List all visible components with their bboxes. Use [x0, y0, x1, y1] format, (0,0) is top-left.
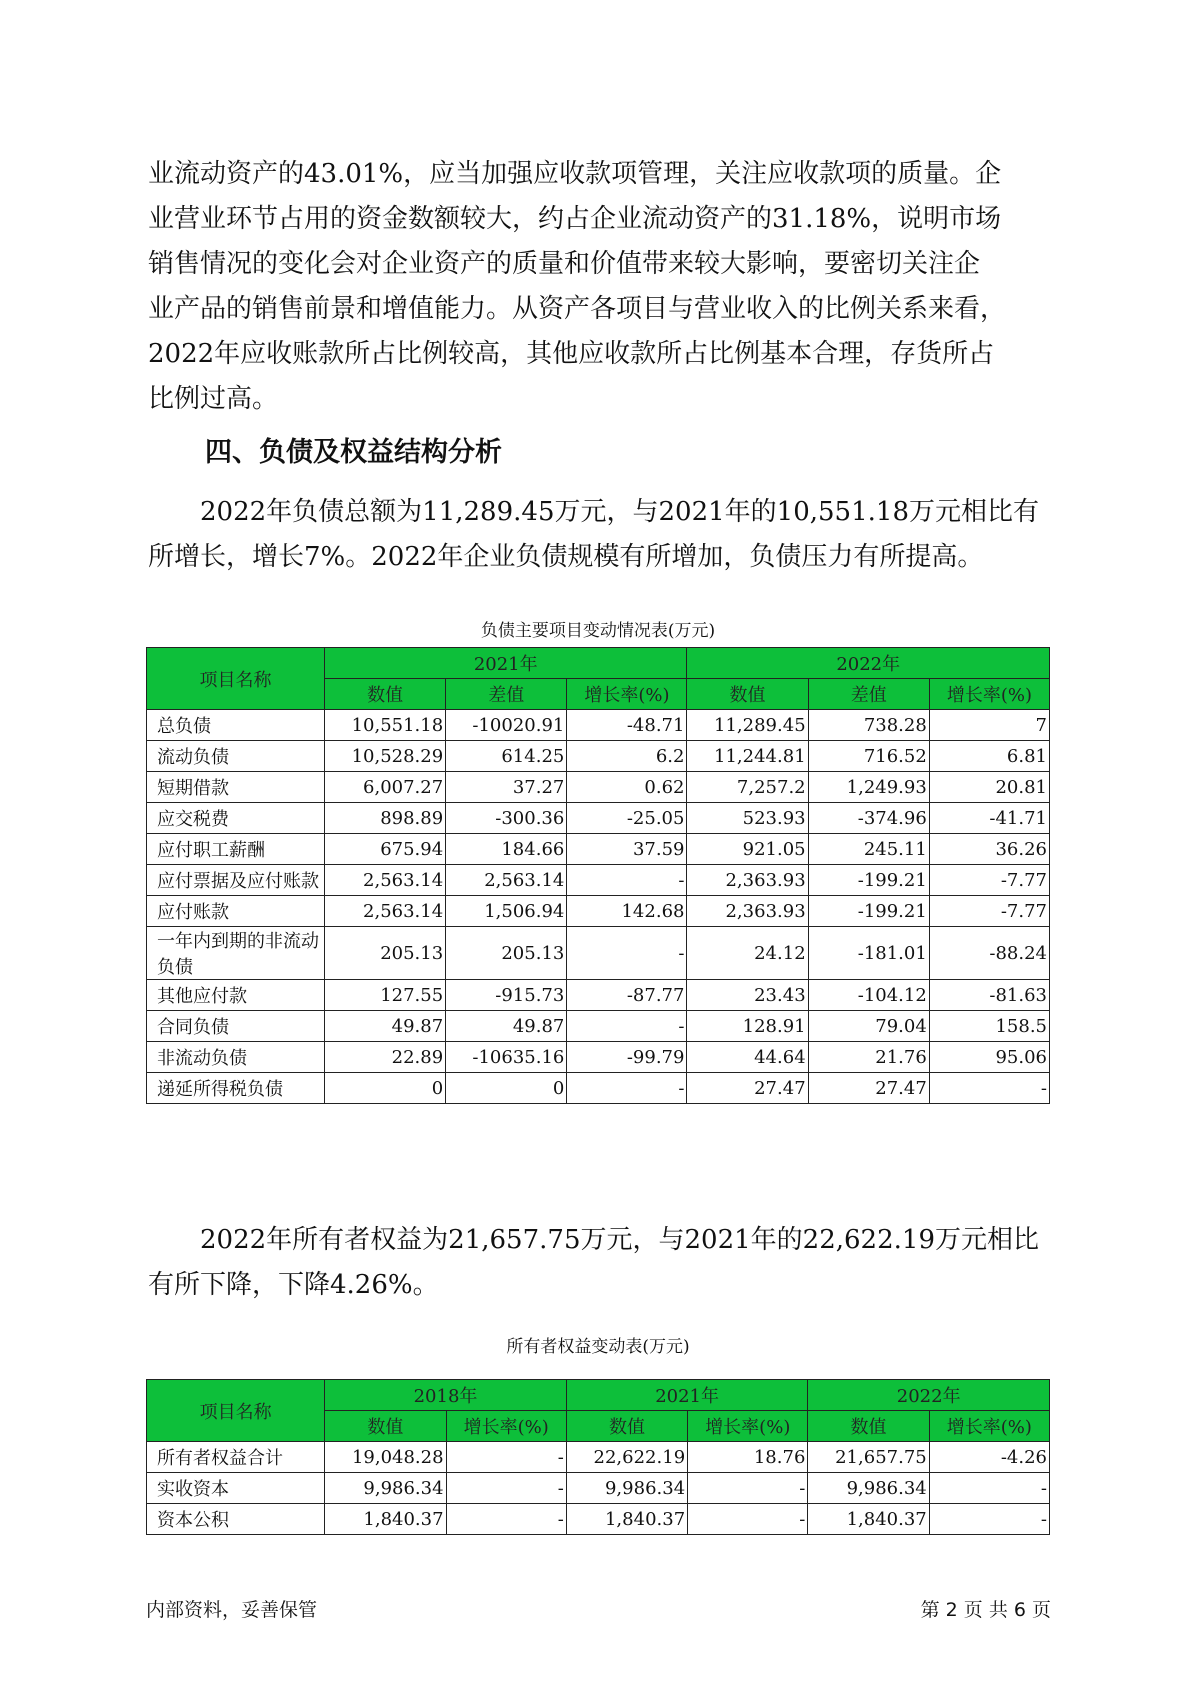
- table-row: [147, 772, 1050, 803]
- table-cell: 2,363.93: [687, 896, 808, 927]
- table-row: [147, 1042, 1050, 1073]
- table-cell: 49.87: [446, 1011, 567, 1042]
- text-line: 2022年所有者权益为21,657.75万元，与2021年的22,622.19万元相比: [200, 1225, 1039, 1255]
- table-caption-liabilities: 负债主要项目变动情况表(万元): [480, 621, 716, 641]
- table-cell: -4.26: [929, 1442, 1049, 1473]
- table-cell: 37.27: [446, 772, 567, 803]
- table-cell: -199.21: [808, 865, 929, 896]
- table-cell: 0.62: [567, 772, 687, 803]
- table-cell: -199.21: [808, 896, 929, 927]
- equity-table-body: [147, 1442, 1050, 1535]
- table-cell: 9,986.34: [808, 1473, 929, 1504]
- paragraph-equity: [148, 1218, 1046, 1308]
- table-cell: 44.64: [687, 1042, 808, 1073]
- table-cell: 898.89: [325, 803, 446, 834]
- table-caption-equity: 所有者权益变动表(万元): [506, 1337, 690, 1357]
- table-cell: -104.12: [808, 980, 929, 1011]
- row-label: 实收资本: [147, 1473, 325, 1504]
- column-header: 增长率(%): [446, 1411, 566, 1442]
- table-cell: 36.26: [929, 834, 1049, 865]
- table-cell: 24.12: [687, 927, 808, 980]
- table-cell: -41.71: [929, 803, 1049, 834]
- column-header: 差值: [446, 679, 567, 710]
- table-row: [147, 1504, 1050, 1535]
- row-label: 一年内到期的非流动负债: [147, 927, 325, 980]
- table-cell: 128.91: [687, 1011, 808, 1042]
- row-label: 短期借款: [147, 772, 325, 803]
- text-line: 业流动资产的43.01%，应当加强应收款项管理，关注应收款项的质量。企: [148, 159, 1002, 189]
- text-line: 销售情况的变化会对企业资产的质量和价值带来较大影响，要密切关注企: [148, 249, 981, 279]
- column-header-year: 2018年: [325, 1380, 567, 1411]
- table-cell: 523.93: [687, 803, 808, 834]
- row-label: 流动负债: [147, 741, 325, 772]
- table-cell: 2,563.14: [325, 896, 446, 927]
- table-cell: 921.05: [687, 834, 808, 865]
- table-row: [147, 1073, 1050, 1104]
- table-cell: 37.59: [567, 834, 687, 865]
- table-cell: 6,007.27: [325, 772, 446, 803]
- row-label: 其他应付款: [147, 980, 325, 1011]
- table-cell: 205.13: [325, 927, 446, 980]
- table-cell: -10020.91: [446, 710, 567, 741]
- table-cell: 79.04: [808, 1011, 929, 1042]
- table-cell: 27.47: [687, 1073, 808, 1104]
- table-cell: 9,986.34: [325, 1473, 446, 1504]
- column-header: 增长率(%): [929, 1411, 1049, 1442]
- paragraph-liabilities: [148, 490, 1046, 580]
- table-cell: -25.05: [567, 803, 687, 834]
- table-cell: 1,840.37: [566, 1504, 687, 1535]
- row-label: 应交税费: [147, 803, 325, 834]
- table-cell: -: [446, 1504, 566, 1535]
- table-cell: 22,622.19: [566, 1442, 687, 1473]
- row-label: 应付账款: [147, 896, 325, 927]
- table-cell: 0: [446, 1073, 567, 1104]
- table-cell: -: [567, 1073, 687, 1104]
- table-cell: -87.77: [567, 980, 687, 1011]
- column-header: 数值: [566, 1411, 687, 1442]
- table-cell: 2,563.14: [325, 865, 446, 896]
- table-row: [147, 1473, 1050, 1504]
- table-cell: -: [567, 1011, 687, 1042]
- table-cell: -88.24: [929, 927, 1049, 980]
- text-line: 所增长，增长7%。2022年企业负债规模有所增加，负债压力有所提高。: [148, 542, 984, 572]
- table-cell: 614.25: [446, 741, 567, 772]
- table-cell: 11,289.45: [687, 710, 808, 741]
- table-cell: 6.2: [567, 741, 687, 772]
- table-cell: 21.76: [808, 1042, 929, 1073]
- table-cell: 95.06: [929, 1042, 1049, 1073]
- table-cell: 1,249.93: [808, 772, 929, 803]
- table-row: [147, 834, 1050, 865]
- equity-table: [146, 1379, 1050, 1535]
- table-cell: -: [446, 1442, 566, 1473]
- table-cell: 7: [929, 710, 1049, 741]
- table-cell: 9,986.34: [566, 1473, 687, 1504]
- table-cell: 1,506.94: [446, 896, 567, 927]
- table-cell: 10,551.18: [325, 710, 446, 741]
- table-cell: -: [567, 865, 687, 896]
- column-header: 数值: [325, 1411, 446, 1442]
- row-label: 所有者权益合计: [147, 1442, 325, 1473]
- column-header-item-name: 项目名称: [147, 648, 325, 710]
- column-header: 增长率(%): [567, 679, 687, 710]
- table-cell: -: [929, 1473, 1049, 1504]
- column-header: 数值: [687, 679, 808, 710]
- table-cell: -: [567, 927, 687, 980]
- column-header-item-name: 项目名称: [147, 1380, 325, 1442]
- table-row: [147, 1011, 1050, 1042]
- table-cell: 738.28: [808, 710, 929, 741]
- table-cell: -: [688, 1504, 808, 1535]
- column-header-year: 2021年: [566, 1380, 808, 1411]
- section-heading: 四、负债及权益结构分析: [205, 437, 502, 468]
- table-cell: 1,840.37: [325, 1504, 446, 1535]
- text-line: 业产品的销售前景和增值能力。从资产各项目与营业收入的比例关系来看，: [148, 294, 1007, 324]
- table-row: [147, 1442, 1050, 1473]
- liabilities-table-body: [147, 710, 1050, 1104]
- table-cell: -300.36: [446, 803, 567, 834]
- table-cell: 158.5: [929, 1011, 1049, 1042]
- table-cell: 205.13: [446, 927, 567, 980]
- table-cell: 2,563.14: [446, 865, 567, 896]
- table-cell: 23.43: [687, 980, 808, 1011]
- table-row: [147, 741, 1050, 772]
- text-line: 2022年负债总额为11,289.45万元，与2021年的10,551.18万元相比有: [200, 497, 1039, 527]
- column-header: 增长率(%): [929, 679, 1049, 710]
- table-cell: 27.47: [808, 1073, 929, 1104]
- table-row: [147, 927, 1050, 980]
- table-cell: -48.71: [567, 710, 687, 741]
- footer-confidential-note: 内部资料，妥善保管: [146, 1599, 318, 1621]
- text-line: 2022年应收账款所占比例较高，其他应收款所占比例基本合理，存货所占: [148, 339, 995, 369]
- table-cell: 716.52: [808, 741, 929, 772]
- row-label: 应付职工薪酬: [147, 834, 325, 865]
- table-cell: 1,840.37: [808, 1504, 929, 1535]
- table-cell: -181.01: [808, 927, 929, 980]
- table-cell: 675.94: [325, 834, 446, 865]
- table-cell: 2,363.93: [687, 865, 808, 896]
- row-label: 递延所得税负债: [147, 1073, 325, 1104]
- table-cell: 21,657.75: [808, 1442, 929, 1473]
- column-header: 数值: [808, 1411, 929, 1442]
- row-label: 非流动负债: [147, 1042, 325, 1073]
- table-cell: -10635.16: [446, 1042, 567, 1073]
- table-cell: 10,528.29: [325, 741, 446, 772]
- column-header-year: 2022年: [687, 648, 1050, 679]
- text-line: 有所下降，下降4.26%。: [148, 1270, 439, 1300]
- table-cell: -915.73: [446, 980, 567, 1011]
- table-cell: 22.89: [325, 1042, 446, 1073]
- row-label: 总负债: [147, 710, 325, 741]
- table-cell: -: [688, 1473, 808, 1504]
- table-cell: 0: [325, 1073, 446, 1104]
- table-cell: -7.77: [929, 896, 1049, 927]
- table-cell: 245.11: [808, 834, 929, 865]
- table-cell: 142.68: [567, 896, 687, 927]
- table-cell: -: [446, 1473, 566, 1504]
- paragraph-assets-analysis: [148, 152, 1046, 422]
- row-label: 应付票据及应付账款: [147, 865, 325, 896]
- table-cell: -: [929, 1073, 1049, 1104]
- row-label: 资本公积: [147, 1504, 325, 1535]
- table-cell: -99.79: [567, 1042, 687, 1073]
- text-line: 业营业环节占用的资金数额较大，约占企业流动资产的31.18%，说明市场: [148, 204, 1002, 234]
- table-cell: -: [929, 1504, 1049, 1535]
- column-header: 数值: [325, 679, 446, 710]
- table-cell: 6.81: [929, 741, 1049, 772]
- table-cell: 18.76: [688, 1442, 808, 1473]
- table-row: [147, 803, 1050, 834]
- table-cell: 49.87: [325, 1011, 446, 1042]
- column-header-year: 2022年: [808, 1380, 1050, 1411]
- column-header-year: 2021年: [325, 648, 687, 679]
- table-cell: 19,048.28: [325, 1442, 446, 1473]
- table-row: [147, 710, 1050, 741]
- column-header: 增长率(%): [688, 1411, 808, 1442]
- table-cell: 20.81: [929, 772, 1049, 803]
- table-cell: -374.96: [808, 803, 929, 834]
- table-row: [147, 980, 1050, 1011]
- table-cell: 127.55: [325, 980, 446, 1011]
- text-line: 比例过高。: [148, 384, 279, 414]
- table-cell: 11,244.81: [687, 741, 808, 772]
- table-cell: -7.77: [929, 865, 1049, 896]
- table-cell: -81.63: [929, 980, 1049, 1011]
- column-header: 差值: [808, 679, 929, 710]
- table-row: [147, 865, 1050, 896]
- liabilities-table: [146, 647, 1050, 1104]
- footer-page-number: 第 2 页 共 6 页: [920, 1599, 1051, 1621]
- row-label: 合同负债: [147, 1011, 325, 1042]
- table-row: [147, 896, 1050, 927]
- table-cell: 184.66: [446, 834, 567, 865]
- table-cell: 7,257.2: [687, 772, 808, 803]
